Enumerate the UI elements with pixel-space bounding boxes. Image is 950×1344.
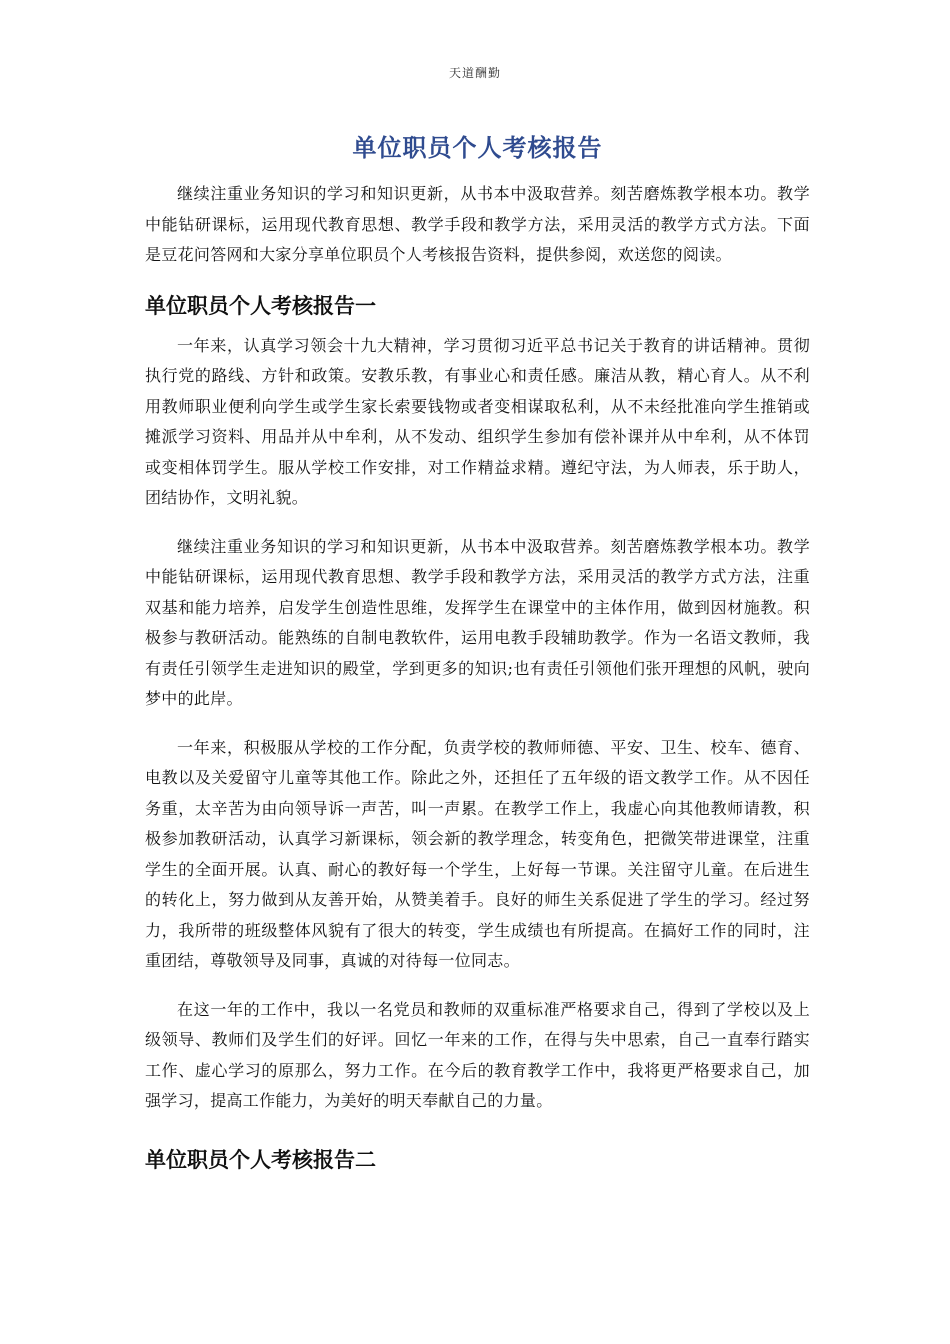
section1-paragraph-3: 一年来，积极服从学校的工作分配，负责学校的教师师德、平安、卫生、校车、德育、电教以及关爱留守儿童等其他工作。除此之外，还担任了五年级的语文教学工作。从不因任务重，太辛苦为由向领导诉一声苦，叫一声累。在教学工作上，我虚心向其他教师请教，积极参加教研活动，认真学习新课标，领会新的教学理念，转变角色，把微笑带进课堂，注重学生的全面开展。认真、耐心的教好每一个学生，上好每一节课。关注留守儿童。在后进生的转化上，努力做到从友善开始，从赞美着手。良好的师生关系促进了学生的学习。经过努力，我所带的班级整体风貌有了很大的转变，学生成绩也有所提高。在搞好工作的同时，注重团结，尊敬领导及同事，真诚的对待每一位同志。 (145, 737, 810, 970)
section1-paragraph-4: 在这一年的工作中，我以一名党员和教师的双重标准严格要求自己，得到了学校以及上级领导、教师们及学生们的好评。回忆一年来的工作，在得与失中思索，自己一直奉行踏实工作、虚心学习的原那么，努力工作。在今后的教育教学工作中，我将更严格要求自己，加强学习，提高工作能力，为美好的明天奉献自己的力量。 (145, 999, 810, 1110)
section-heading-1: 单位职员个人考核报告一 (145, 293, 376, 318)
document-body (145, 127, 810, 1185)
section-heading-2: 单位职员个人考核报告二 (145, 1147, 376, 1172)
document-title: 单位职员个人考核报告 (352, 134, 603, 162)
intro-paragraph: 继续注重业务知识的学习和知识更新，从书本中汲取营养。刻苦磨炼教学根本功。教学中能钻研课标，运用现代教育思想、教学手段和教学方法，采用灵活的教学方式方法。下面是豆花问答网和大家分享单位职员个人考核报告资料，提供参阅，欢送您的阅读。 (145, 184, 810, 264)
section1-paragraph-1: 一年来，认真学习领会十九大精神，学习贯彻习近平总书记关于教育的讲话精神。贯彻执行党的路线、方针和政策。安教乐教，有事业心和责任感。廉洁从教，精心育人。从不利用教师职业便利向学生或学生家长索要钱物或者变相谋取私利，从不未经批准向学生推销或摊派学习资料、用品并从中牟利，从不发动、组织学生参加有偿补课并从中牟利，从不体罚或变相体罚学生。服从学校工作安排，对工作精益求精。遵纪守法，为人师表，乐于助人，团结协作，文明礼貌。 (145, 335, 810, 507)
page-header: 天道酬勤 (448, 66, 501, 80)
section1-paragraph-2: 继续注重业务知识的学习和知识更新，从书本中汲取营养。刻苦磨炼教学根本功。教学中能钻研课标，运用现代教育思想、教学手段和教学方法，采用灵活的教学方式方法，注重双基和能力培养，启发学生创造性思维，发挥学生在课堂中的主体作用，做到因材施教。积极参与教研活动。能熟练的自制电教软件，运用电教手段辅助教学。作为一名语文教师，我有责任引领学生走进知识的殿堂，学到更多的知识;也有责任引领他们张开理想的风帆，驶向梦中的此岸。 (145, 536, 810, 708)
